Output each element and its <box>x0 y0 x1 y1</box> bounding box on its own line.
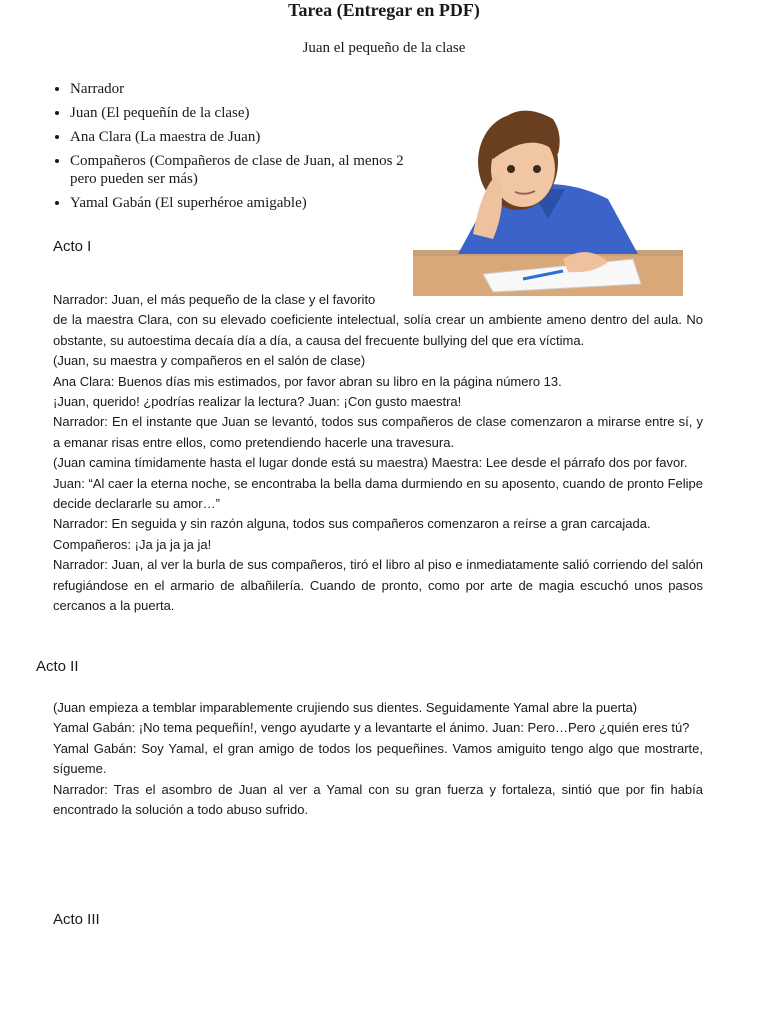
script-line: Ana Clara: Buenos días mis estimados, por favor abran su libro en la página número 13. <box>53 373 562 389</box>
script-line: ¡Juan, querido! ¿podrías realizar la lectura? Juan: ¡Con gusto maestra! <box>53 394 462 410</box>
character-list <box>52 80 420 218</box>
character-item: • Compañeros (Compañeros de clase de Juan, al menos 2 pero pueden ser más) <box>70 152 420 188</box>
script-line: Juan: “Al caer la eterna noche, se encontraba la bella dama durmiendo en su aposento, cuando de pronto Felipe decide declararle su amor…” <box>53 475 703 512</box>
document-subtitle: Juan el pequeño de la clase <box>302 40 466 56</box>
script-line: Narrador: Tras el asombro de Juan al ver a Yamal con su gran fuerza y fortaleza, sintió que por fin había encontrado la solución a todo abuso sufrido. <box>53 781 703 818</box>
act-2-text <box>53 698 703 820</box>
script-line: Compañeros: ¡Ja ja ja ja ja! <box>53 536 212 552</box>
script-line: (Juan camina tímidamente hasta el lugar donde está su maestra) Maestra: Lee desde el párrafo dos por favor. <box>53 455 688 471</box>
act-1-text <box>53 290 703 617</box>
character-item: • Juan (El pequeñín de la clase) <box>70 104 420 122</box>
boy-at-desk-illustration <box>413 74 683 296</box>
character-item: • Narrador <box>70 80 420 98</box>
script-line: de la maestra Clara, con su elevado coeficiente intelectual, solía crear un ambiente ameno dentro del aula. No obstante, su autoestima decaía día a día, a causa del frecuente bullying del que era víctima. <box>53 312 703 348</box>
script-line: Yamal Gabán: Soy Yamal, el gran amigo de todos los pequeñines. Vamos amiguito tengo algo que mostrarte, sígueme. <box>53 740 703 777</box>
script-line: Narrador: En seguida y sin razón alguna, todos sus compañeros comenzaron a reírse a gran carcajada. <box>53 516 651 532</box>
act-heading: Acto III <box>53 911 100 928</box>
script-line: Yamal Gabán: ¡No tema pequeñín!, vengo ayudarte y a levantarte el ánimo. Juan: Pero…Pero ¿quién eres tú? <box>53 720 690 736</box>
act-heading: Acto I <box>53 238 92 255</box>
act-heading: Acto II <box>36 658 79 675</box>
script-line: (Juan empieza a temblar imparablemente crujiendo sus dientes. Seguidamente Yamal abre la puerta) <box>53 700 638 715</box>
script-line: Narrador: Juan, el más pequeño de la clase y el favorito <box>53 292 376 307</box>
document-title: Tarea (Entregar en PDF) <box>288 0 480 20</box>
script-line: (Juan, su maestra y compañeros en el salón de clase) <box>53 353 366 369</box>
character-item: • Ana Clara (La maestra de Juan) <box>70 128 420 146</box>
script-line: Narrador: Juan, al ver la burla de sus compañeros, tiró el libro al piso e inmediatamente salió corriendo del salón refugiándose en el armario de albañilería. Cuando de pronto, como por arte de magia escuchó unos pasos cercanos a la puerta. <box>53 557 703 614</box>
script-line: Narrador: En el instante que Juan se levantó, todos sus compañeros de clase comenzaron a mirarse entre sí, y a emanar risas entre ellos, como pretendiendo hacerle una travesura. <box>53 414 703 450</box>
character-item: • Yamal Gabán (El superhéroe amigable) <box>70 194 420 212</box>
